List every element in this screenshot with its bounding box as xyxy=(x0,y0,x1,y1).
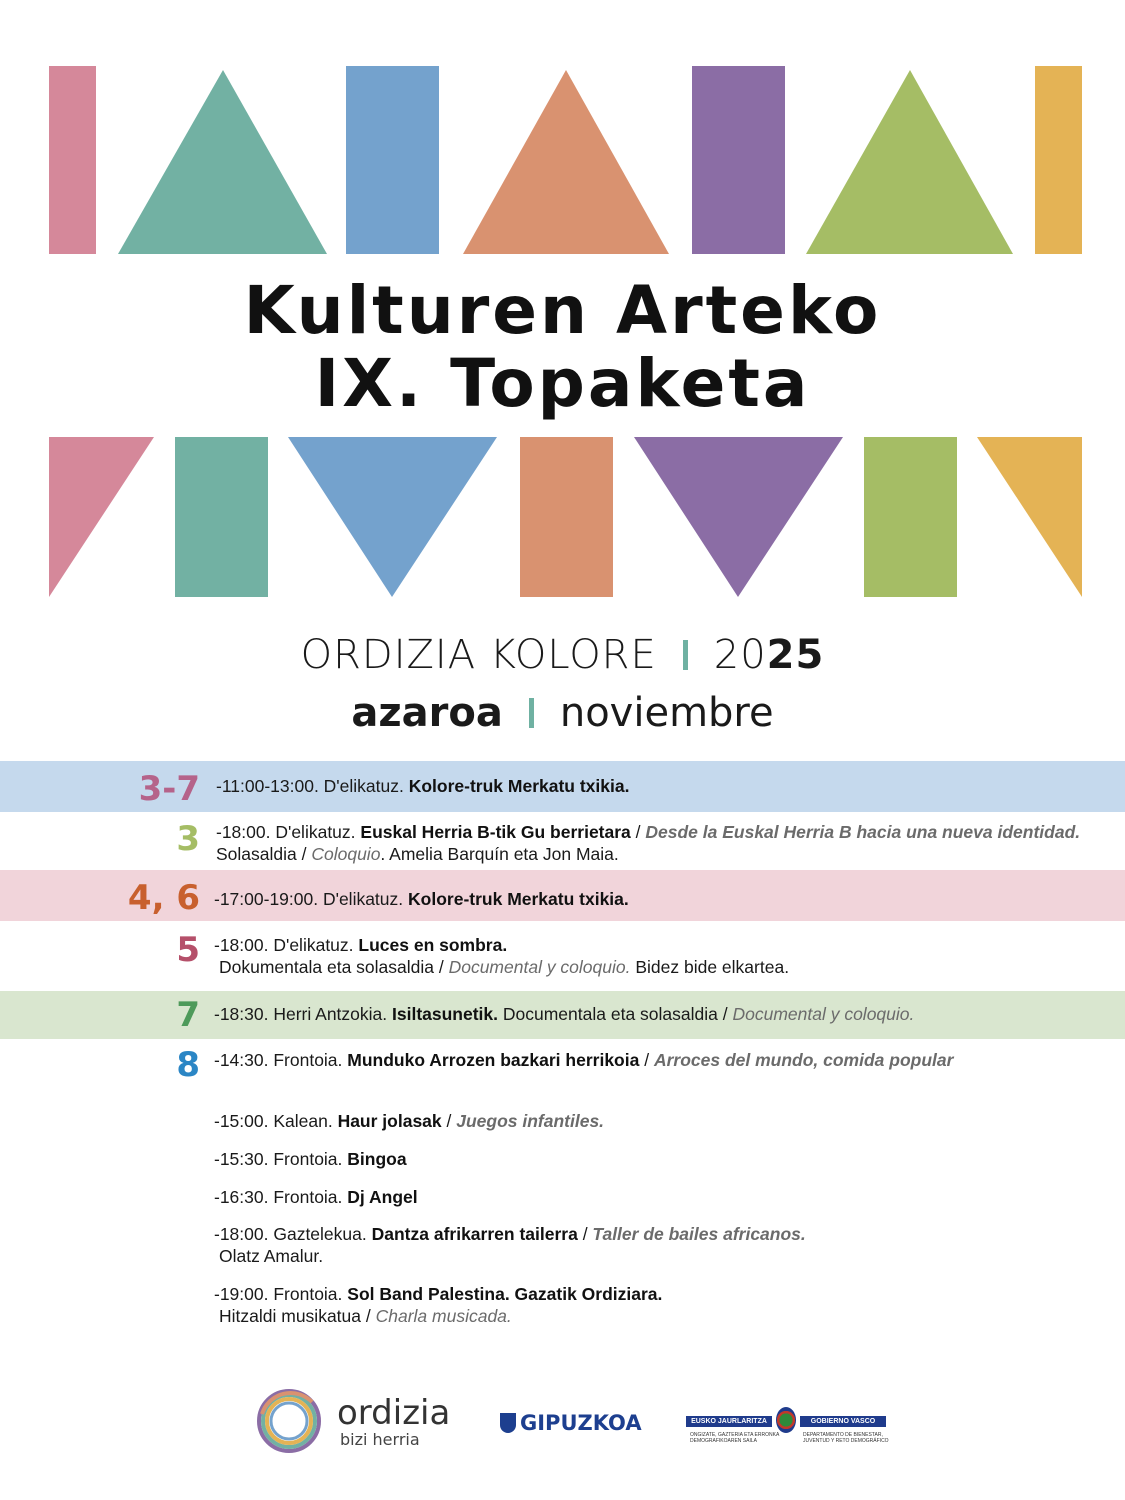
event-day: 5 xyxy=(176,930,200,970)
year-bold: 25 xyxy=(766,632,825,678)
month-line xyxy=(0,690,1125,736)
pink-half-triangle-down xyxy=(49,437,154,597)
separator-bar xyxy=(529,698,534,728)
subtitle xyxy=(0,632,1125,678)
ordizia-logo-subtitle: bizi herria xyxy=(340,1430,420,1449)
event-time: -19:00. Frontoia. xyxy=(214,1284,348,1304)
blue-bar-top xyxy=(346,66,439,254)
event-type: Documentala eta solasaldia / xyxy=(498,1004,733,1024)
event-title: Euskal Herria B-tik Gu berrietara xyxy=(360,822,631,842)
title-line-2: IX. Topaketa xyxy=(314,345,811,422)
event-type: Solasaldia / xyxy=(216,844,312,864)
event-time: -18:00. Gaztelekua. xyxy=(214,1224,372,1244)
event-time: -17:00-19:00. D'elikatuz. xyxy=(214,889,409,909)
event-time: -15:00. Kalean. xyxy=(214,1111,338,1131)
separator: / xyxy=(577,1224,593,1244)
subtitle-left: ORDIZIA KOLORE xyxy=(300,632,657,678)
orange-triangle-up xyxy=(463,70,669,254)
green-bar-bottom xyxy=(864,437,957,597)
event-type-es: Coloquio xyxy=(311,844,381,864)
event-time: -18:30. Herri Antzokia. xyxy=(214,1004,392,1024)
event-text xyxy=(216,775,1096,797)
separator: / xyxy=(639,1050,654,1070)
event-text xyxy=(214,1003,1094,1025)
yellow-half-triangle-down xyxy=(977,437,1082,597)
event-title: Dj Angel xyxy=(347,1187,418,1207)
event-text xyxy=(214,1110,1094,1132)
purple-triangle-down xyxy=(634,437,843,597)
event-title: Luces en sombra. xyxy=(358,935,508,955)
event-org: Bidez bide elkartea. xyxy=(630,957,790,977)
event-text xyxy=(214,934,1094,978)
event-guests: . Amelia Barquín eta Jon Maia. xyxy=(380,844,619,864)
event-org: Olatz Amalur. xyxy=(219,1246,324,1266)
event-title: Bingoa xyxy=(347,1149,407,1169)
event-title: Sol Band Palestina xyxy=(347,1284,505,1304)
orange-bar-bottom xyxy=(520,437,613,597)
event-subtitle: . Gazatik Ordiziara. xyxy=(504,1284,663,1304)
teal-bar-bottom xyxy=(175,437,268,597)
event-time: -11:00-13:00. D'elikatuz. xyxy=(216,776,409,796)
month-es: noviembre xyxy=(559,690,774,736)
gv-label-eu: EUSKO JAURLARITZA xyxy=(686,1416,772,1427)
ordizia-logo-icon xyxy=(252,1384,326,1458)
event-title: Kolore-truk Merkatu txikia. xyxy=(408,776,630,796)
event-text xyxy=(214,1186,1094,1208)
event-title: Kolore-truk Merkatu txikia. xyxy=(408,889,629,909)
event-title-es: Juegos infantiles. xyxy=(456,1111,605,1131)
event-title-es: Taller de bailes africanos. xyxy=(592,1224,806,1244)
title-line-1: Kulturen Arteko xyxy=(243,272,882,349)
event-title: Isiltasunetik. xyxy=(392,1004,499,1024)
event-title: Haur jolasak xyxy=(337,1111,442,1131)
event-text xyxy=(214,1148,1094,1170)
event-time: -18:00. D'elikatuz. xyxy=(216,822,361,842)
purple-bar-top xyxy=(692,66,785,254)
gipuzkoa-logo xyxy=(500,1411,642,1435)
event-text xyxy=(214,888,1094,910)
shield-icon xyxy=(500,1413,516,1433)
ordizia-logo-text: ordizia xyxy=(337,1393,451,1433)
event-title: Dantza afrikarren tailerra xyxy=(371,1224,578,1244)
gipuzkoa-logo-text: GIPUZKOA xyxy=(520,1411,642,1435)
event-time: -15:30. Frontoia. xyxy=(214,1149,348,1169)
event-type: Hitzaldi musikatua / xyxy=(219,1306,376,1326)
event-text xyxy=(214,1223,1094,1267)
event-type-es: Charla musicada. xyxy=(375,1306,512,1326)
gv-dept-es: DEPARTAMENTO DE BIENESTAR, JUVENTUD Y RETO DEMOGRÁFICO xyxy=(803,1432,889,1444)
separator: / xyxy=(630,822,646,842)
event-time: -16:30. Frontoia. xyxy=(214,1187,348,1207)
teal-triangle-up xyxy=(118,70,327,254)
basque-government-emblem-icon xyxy=(776,1407,796,1433)
event-time: -18:00. D'elikatuz. xyxy=(214,935,359,955)
pink-bar-top xyxy=(49,66,96,254)
event-day: 8 xyxy=(176,1045,200,1085)
event-day: 4, 6 xyxy=(127,878,200,918)
separator: / xyxy=(441,1111,457,1131)
event-title: Munduko Arrozen bazkari herrikoia xyxy=(347,1050,640,1070)
event-text xyxy=(214,1283,1094,1327)
event-title-es: Desde la Euskal Herria B hacia una nueva identidad. xyxy=(645,822,1081,842)
event-text xyxy=(216,821,1096,865)
event-time: -14:30. Frontoia. xyxy=(214,1050,348,1070)
event-day: 3-7 xyxy=(138,769,200,809)
event-title-es: Arroces del mundo, comida popular xyxy=(653,1050,954,1070)
event-day: 3 xyxy=(176,819,200,859)
gv-dept-eu: ONGIZATE, GAZTERIA ETA ERRONKA DEMOGRAFIKOAREN SAILA xyxy=(690,1432,779,1444)
year-light: 20 xyxy=(713,632,767,678)
green-triangle-up xyxy=(806,70,1013,254)
gv-label-es: GOBIERNO VASCO xyxy=(800,1416,886,1427)
separator-bar xyxy=(683,640,688,670)
event-type-es: Documental y coloquio. xyxy=(448,957,631,977)
month-eu: azaroa xyxy=(351,690,503,736)
event-type: Dokumentala eta solasaldia / xyxy=(219,957,449,977)
event-text xyxy=(214,1049,1094,1071)
blue-triangle-down xyxy=(288,437,497,597)
event-type-es: Documental y coloquio. xyxy=(732,1004,915,1024)
event-day: 7 xyxy=(176,995,200,1035)
yellow-bar-top xyxy=(1035,66,1082,254)
